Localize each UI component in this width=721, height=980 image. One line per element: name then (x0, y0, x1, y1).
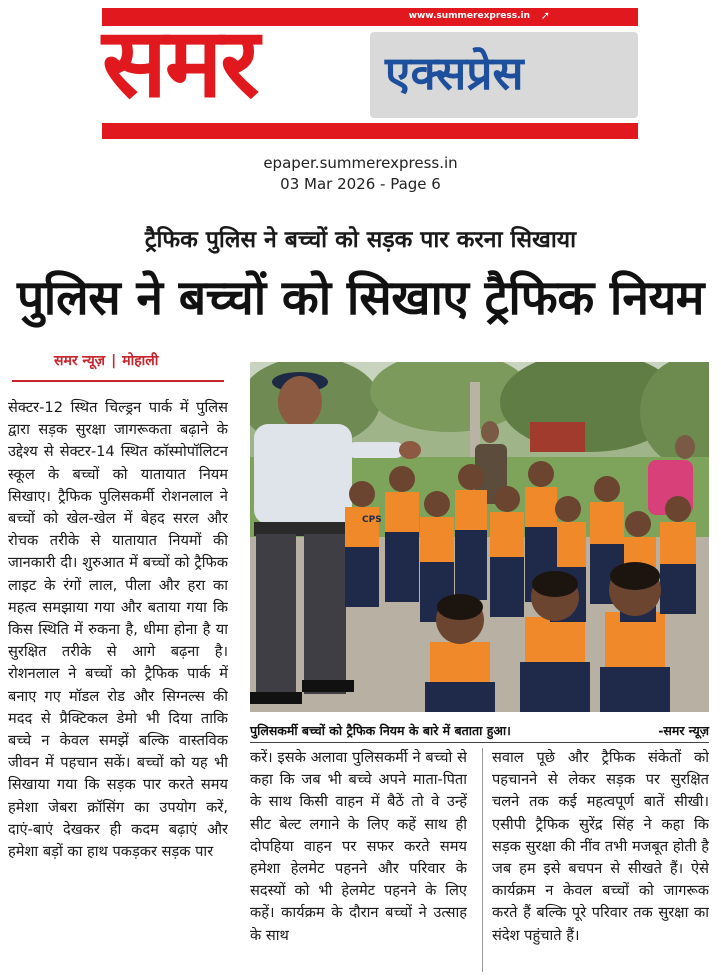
brand-logo-sub: एक्सप्रेस (385, 46, 524, 100)
article-photo (250, 362, 709, 712)
site-url[interactable]: www.summerexpress.in (408, 11, 530, 21)
article-column-3: सवाल पूछे और ट्रैफिक संकेतों को पहचानने से लेकर सड़क पर सुरक्षित चलने तक कई महत्वपूर्ण बातें सीखी। एसीपी ट्रैफिक सुरेंद्र सिंह ने कहा कि सड़क सुरक्षा की नींव तभी मजबूत होती है जब हम इसे बचपन से सीखते हैं। ऐसे कार्यक्रम न केवल बच्चों को जागरूक करते हैं बल्कि पूरे परिवार तक सुरक्षा का संदेश पहुंचाते हैं। (492, 749, 709, 944)
edition-date-page: 03 Mar 2026 - Page 6 (280, 175, 441, 193)
byline-place: मोहाली (122, 353, 159, 369)
masthead (102, 8, 638, 139)
caption-rule (250, 742, 709, 743)
photo-illustration (250, 362, 709, 712)
photo-credit: -समर न्यूज़ (658, 723, 709, 738)
column-divider (482, 748, 483, 972)
byline-source: समर न्यूज़ (54, 353, 106, 369)
article-kicker: ट्रैफिक पुलिस ने बच्चों को सड़क पार करना सिखाया (144, 227, 577, 253)
masthead-bottom-band (102, 123, 638, 139)
article-headline: पुलिस ने बच्चों को सिखाए ट्रैफिक नियम (16, 270, 705, 326)
byline-rule (12, 380, 224, 382)
byline (54, 351, 158, 370)
brand-logo-main: समर (102, 7, 258, 119)
article-column-1: सेक्टर-12 स्थित चिल्ड्रन पार्क में पुलिस द्वारा सड़क सुरक्षा जागरूकता बढ़ाने के उद्देश्य से सेक्टर-14 स्थित कॉस्मोपॉलिटन स्कूल के बच्चों को यातायात नियम सिखाए। ट्रैफिक पुलिसकर्मी रोशनलाल ने बच्चों को खेल-खेल में बेहद सरल और रोचक तरीके से यातायात नियमों की जानकारी दी। शुरुआत में बच्चों को ट्रैफिक लाइट के रंगों लाल, पीला और हरा का महत्व समझाया गया और बताया गया कि किस स्थिति में रुकना है, धीमा होना है या सुरक्षित तरीके से आगे बढ़ना है। रोशनलाल ने बच्चों को ट्रैफिक पार्क में बनाए गए मॉडल रोड और सिग्नल्स की मदद से प्रैक्टिकल डेमो भी दिया ताकि बच्चे न केवल समझें बल्कि वास्तविक जीवन में पहचान सकें। बच्चों को यह भी सिखाया गया कि सड़क पार करते समय हमेशा जेबरा क्रॉसिंग का उपयोग करें, दाएं-बाएं देखकर ही कदम बढ़ाएं और हमेशा बड़ों का हाथ पकड़कर सड़क पार (8, 399, 228, 861)
photo-caption: पुलिसकर्मी बच्चों को ट्रैफिक नियम के बारे में बताता हुआ। (250, 723, 511, 738)
photo-shirt-text: CPS (362, 515, 382, 525)
cursor-arrow-icon: ➚ (540, 9, 550, 22)
article-column-2: करें। इसके अलावा पुलिसकर्मी ने बच्चो से कहा कि जब भी बच्चे अपने माता-पिता के साथ किसी वाहन में बैठें तो वे उन्हें सीट बेल्ट लगाने के लिए कहें साथ ही दोपहिया वाहन पर सफर करते समय हमेशा हेलमेट पहनने और परिवार के सदस्यों को भी हेलमेट पहनने के लिए कहें। कार्यक्रम के दौरान बच्चों ने उत्साह के साथ (250, 749, 467, 944)
byline-separator: | (111, 353, 117, 369)
edition-domain: epaper.summerexpress.in (263, 154, 458, 172)
